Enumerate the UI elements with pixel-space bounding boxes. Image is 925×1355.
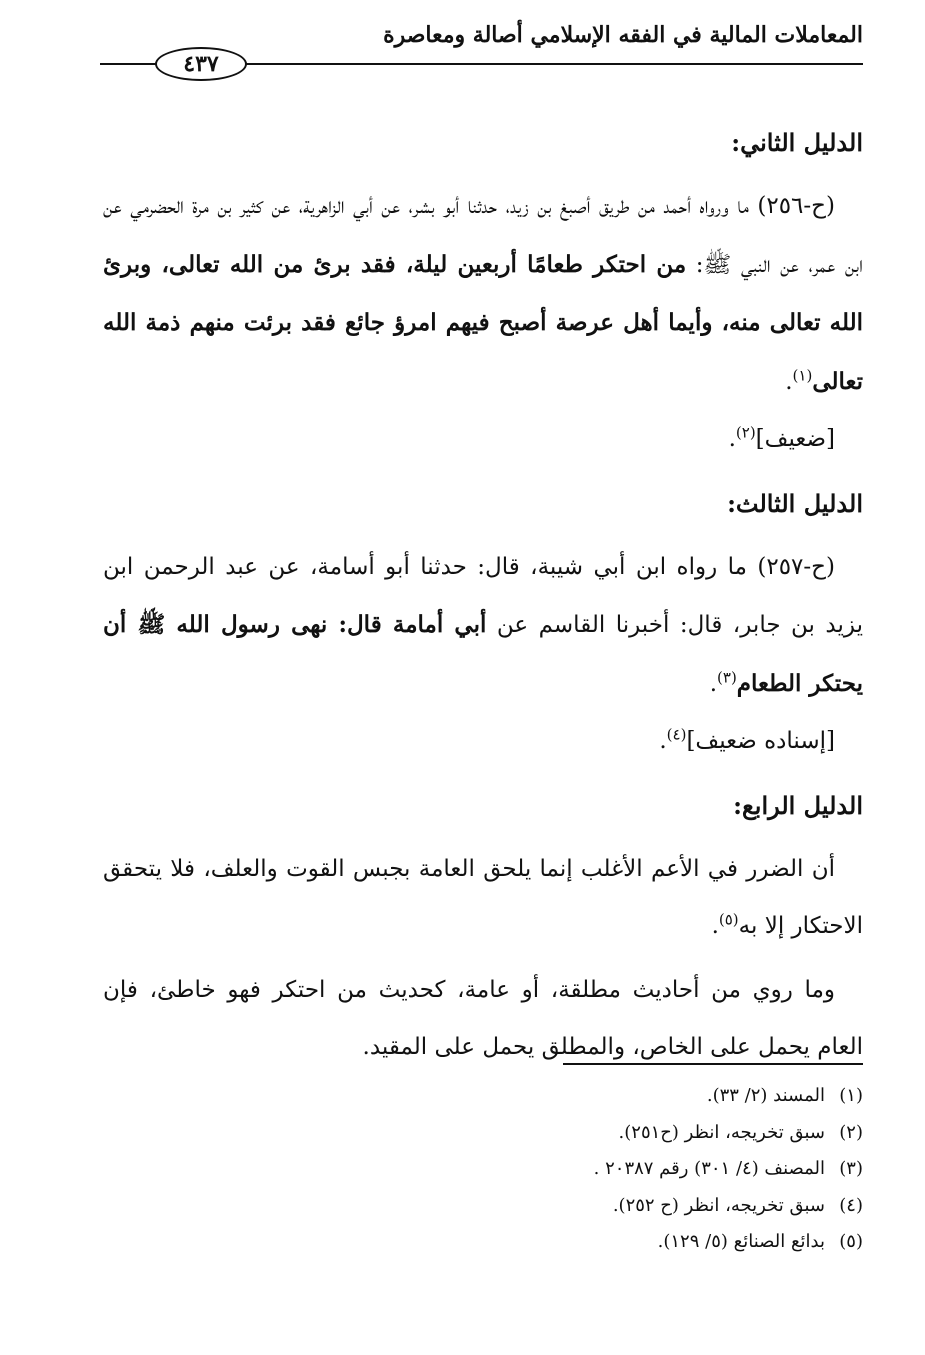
- footnote-number: (٤): [839, 1194, 863, 1216]
- grade-weak-chain-end: .: [659, 728, 667, 754]
- footnote-text: المسند (٢/ ٣٣).: [706, 1085, 825, 1106]
- hadith-256-end: .: [785, 368, 793, 395]
- footnote-text: بدائع الصنائع (٥/ ١٢٩).: [657, 1231, 825, 1252]
- footnote-ref-2[interactable]: (٢): [735, 423, 756, 442]
- footnote-item: [163, 1188, 863, 1225]
- body-text: [103, 108, 863, 1077]
- grade-weak-text: [ضعيف]: [755, 426, 835, 452]
- page-number-badge: [155, 47, 247, 81]
- heading-fourth-evidence: الدليل الرابع:: [733, 790, 863, 820]
- fourth-evidence-paragraph: [103, 841, 863, 956]
- running-title: المعاملات المالية في الفقه الإسلامي أصالة ومعاصرة: [383, 22, 863, 48]
- hadith-256-text: من احتكر طعامًا أربعين ليلة، فقد برئ من الله تعالى، وبرئ الله تعالى منه، وأيما أهل عرصة أصبح فيهم امرؤ جائع فقد برئت منهم ذمة الله تعالى: [103, 250, 863, 395]
- footnote-ref-5[interactable]: (٥): [718, 910, 739, 929]
- grade-weak-chain: [103, 713, 863, 771]
- hadith-257-end: .: [709, 670, 718, 697]
- fourth-evidence-end: .: [711, 913, 719, 939]
- hadith-257-paragraph: [103, 539, 863, 714]
- heading-second-evidence: الدليل الثاني:: [731, 128, 863, 157]
- grade-weak: [103, 411, 863, 469]
- fourth-evidence-text: أن الضرر في الأعم الأغلب إنما يلحق العامة بجبس القوت والعلف، فلا يتحقق الاحتكار إلا به: [103, 855, 863, 939]
- hadith-257-chain: (ح-٢٥٧) ما رواه ابن أبي شيبة، قال: حدثنا أبو أسامة، عن عبد الرحمن ابن يزيد بن جابر، قال: أخبرنا القاسم عن: [103, 553, 863, 638]
- footnote-item: [163, 1115, 863, 1152]
- footnote-number: (٣): [839, 1158, 863, 1179]
- footnote-ref-1[interactable]: (١): [792, 365, 813, 384]
- heading-third-evidence: الدليل الثالث:: [727, 488, 863, 518]
- closing-paragraph: وما روي من أحاديث مطلقة، أو عامة، كحديث من احتكر فهو خاطئ، فإن العام يحمل على الخاص، والمطلق يحمل على المقيد.: [103, 976, 863, 1060]
- hadith-256-chain: (ح-٢٥٦) ما ورواه أحمد من طريق أصبغ بن زيد، حدثنا أبو بشر، عن أبي الزاهرية، عن كثير بن مرة الحضرمي عن ابن عمر، عن النبي ﷺ:: [103, 193, 863, 278]
- footnotes: [163, 1078, 863, 1261]
- footnote-number: (٥): [839, 1231, 863, 1252]
- grade-weak-end: .: [728, 426, 736, 452]
- footnote-text: سبق تخريجه، انظر (ح ٢٥٢).: [612, 1194, 825, 1216]
- footnote-text: سبق تخريجه، انظر (ح٢٥١).: [618, 1121, 825, 1143]
- footnote-text: المصنف (٤/ ٣٠١) رقم ٢٠٣٨٧ .: [593, 1158, 825, 1179]
- hadith-257-text: أبي أمامة قال: نهى رسول الله ﷺ أن يحتكر الطعام: [103, 611, 863, 697]
- footnote-item: [163, 1078, 863, 1115]
- footnote-number: (٢): [839, 1121, 863, 1143]
- hadith-256-paragraph: [103, 178, 863, 411]
- footnote-item: [163, 1224, 863, 1261]
- page-number: ٤٣٧: [183, 51, 219, 77]
- grade-weak-chain-text: [إسناده ضعيف]: [686, 728, 835, 754]
- footnote-ref-3[interactable]: (٣): [717, 667, 737, 686]
- footnote-ref-4[interactable]: (٤): [666, 725, 687, 744]
- footnote-item: [163, 1151, 863, 1188]
- footnote-separator: [563, 1063, 863, 1065]
- footnote-number: (١): [839, 1085, 863, 1106]
